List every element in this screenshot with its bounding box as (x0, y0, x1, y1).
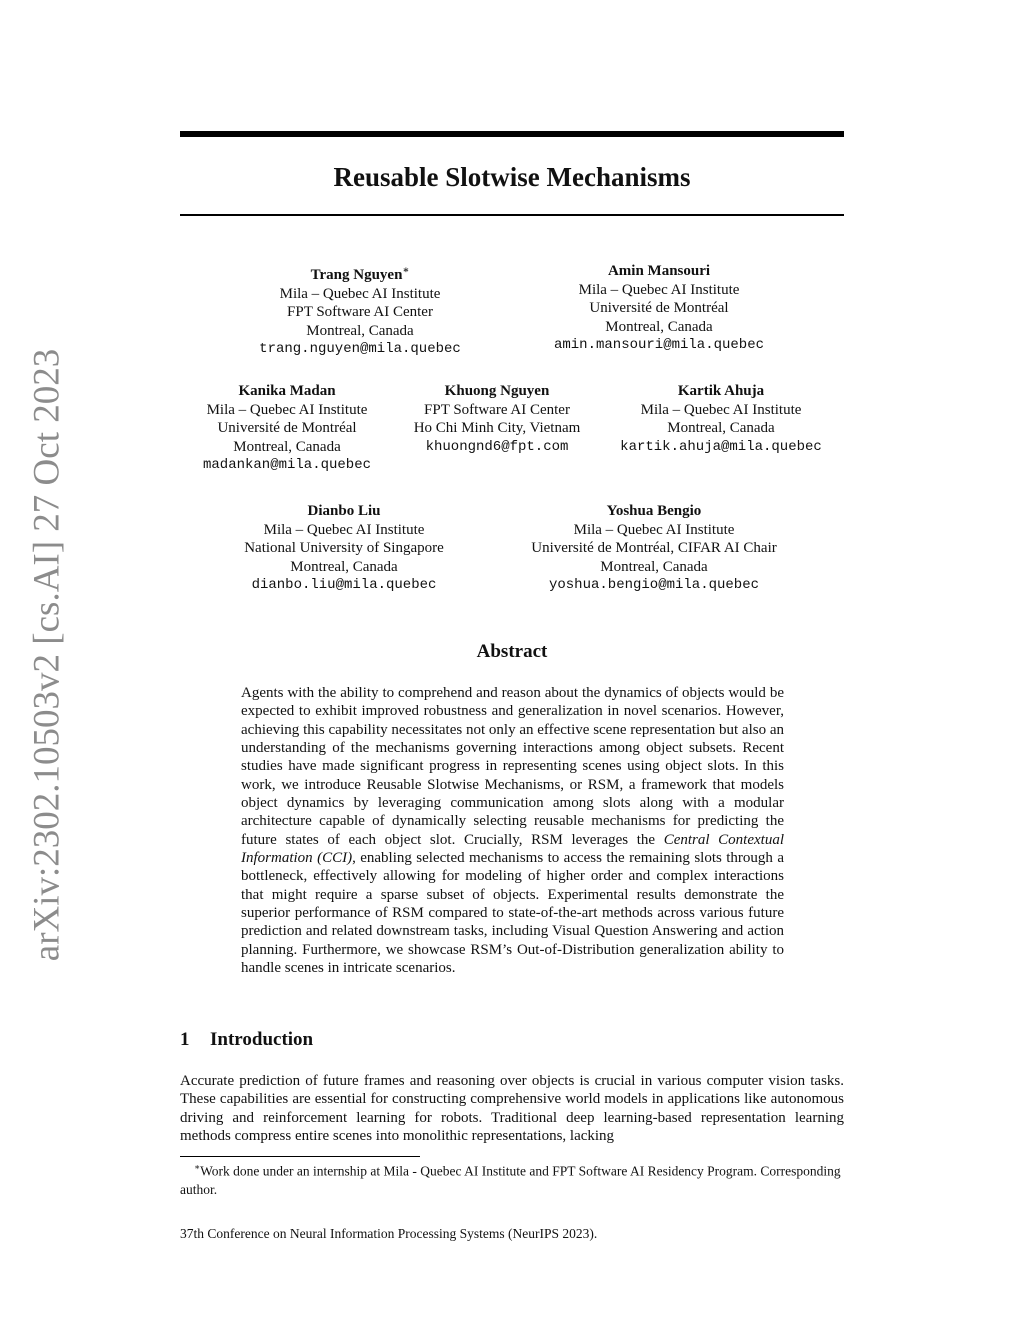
abstract-heading: Abstract (476, 641, 548, 662)
author-affiliation: Mila – Quebec AI Institute (263, 521, 425, 538)
author-block (203, 382, 371, 475)
author-block (244, 502, 444, 595)
author-affiliation: Université de Montréal (217, 420, 357, 436)
author-name: Kartik Ahuja (677, 383, 765, 399)
author-affiliation: Mila – Quebec AI Institute (640, 401, 802, 418)
section-heading-introduction: 1 Introduction (180, 1029, 314, 1050)
author-email: amin.mansouri@mila.quebec (553, 337, 765, 353)
author-affiliation: Université de Montréal (589, 300, 729, 316)
introduction-text: Accurate prediction of future frames and reasoning over objects is crucial in various computer vision tasks. These capabilities are essential for constructing comprehensive world models in applications like autonomous driving and reinforcement learning for robots. Traditional deep learning-based representation learning methods compress entire scenes into monolithic representations, lacking (180, 1073, 844, 1145)
author-email: yoshua.bengio@mila.quebec (548, 577, 760, 593)
author-name: Dianbo Liu (307, 503, 381, 519)
footnote: ∗Work done under an internship at Mila - Quebec AI Institute and FPT Software AI Residency Program. Corresponding author. (180, 1162, 841, 1197)
author-email: madankan@mila.quebec (202, 457, 372, 473)
author-block (620, 382, 822, 456)
author-name: Trang Nguyen∗ (310, 265, 410, 283)
author-affiliation: Montreal, Canada (600, 558, 708, 575)
title-top-rule (180, 131, 844, 137)
author-affiliation: Montreal, Canada (233, 438, 341, 455)
paper-title: Reusable Slotwise Mechanisms (333, 162, 691, 192)
author-affiliation: Montreal, Canada (290, 558, 398, 575)
author-affiliation: Université de Montréal, CIFAR AI Chair (531, 540, 777, 556)
author-affiliation: Montreal, Canada (306, 322, 414, 339)
author-name: Amin Mansouri (607, 263, 711, 279)
author-affiliation: Ho Chi Minh City, Vietnam (413, 420, 581, 436)
abstract-emphasis: Central Contextual Information (CCI) (241, 831, 784, 867)
author-affiliation: Mila – Quebec AI Institute (279, 285, 441, 302)
author-email: khuongnd6@fpt.com (425, 438, 569, 455)
author-name: Kanika Madan (238, 383, 336, 399)
author-affiliation: Mila – Quebec AI Institute (578, 281, 740, 298)
author-affiliation: FPT Software AI Center (424, 401, 570, 418)
author-email: dianbo.liu@mila.quebec (251, 577, 437, 593)
author-email: trang.nguyen@mila.quebec (259, 341, 461, 357)
author-affiliation: FPT Software AI Center (287, 304, 433, 320)
venue-note: 37th Conference on Neural Information Processing Systems (NeurIPS 2023). (180, 1226, 598, 1241)
author-block (259, 262, 461, 359)
abstract-text: Agents with the ability to comprehend and reason about the dynamics of objects would be expected to exhibit improved robustness and generalization in novel scenarios. However, achieving this capability necessitates not only an effective scene representation but also an understanding of the mechanisms governing interactions among object subsets. Recent studies have made significant progress in representing scenes using object slots. In this work, we introduce Reusable Slotwise Mechanisms, or RSM, a framework that models object dynamics by leveraging communication among slots along with a modular architecture capable of dynamically selecting reusable mechanisms for predicting the future states of each object slot. Crucially, RSM leverages the Central Contextual Information (CCI), enabling selected mechanisms to access the remaining slots through a bottleneck, effectively allowing for modeling of higher order and complex interactions that might require a sparse subset of objects. Experimental results demonstrate the superior performance of RSM compared to state-of-the-art methods across various future prediction and related downstream tasks, including Visual Question Answering and action planning. Furthermore, we showcase RSM’s Out-of-Distribution generalization ability to handle scenes in intricate scenarios. (241, 685, 784, 977)
arxiv-identifier: arXiv:2302.10503v2 [cs.AI] 27 Oct 2023 (26, 348, 68, 962)
author-block (414, 382, 581, 456)
title-bottom-rule (180, 214, 844, 216)
author-block (531, 502, 777, 595)
author-affiliation: Mila – Quebec AI Institute (573, 521, 735, 538)
author-affiliation: Montreal, Canada (667, 420, 775, 436)
footnote-rule (180, 1156, 420, 1157)
author-affiliation: Montreal, Canada (605, 318, 713, 335)
author-affiliation: National University of Singapore (244, 540, 444, 556)
author-name: Yoshua Bengio (606, 503, 702, 519)
author-email: kartik.ahuja@mila.quebec (620, 438, 822, 455)
author-name: Khuong Nguyen (444, 383, 550, 399)
author-affiliation: Mila – Quebec AI Institute (206, 401, 368, 418)
author-block (554, 262, 764, 355)
